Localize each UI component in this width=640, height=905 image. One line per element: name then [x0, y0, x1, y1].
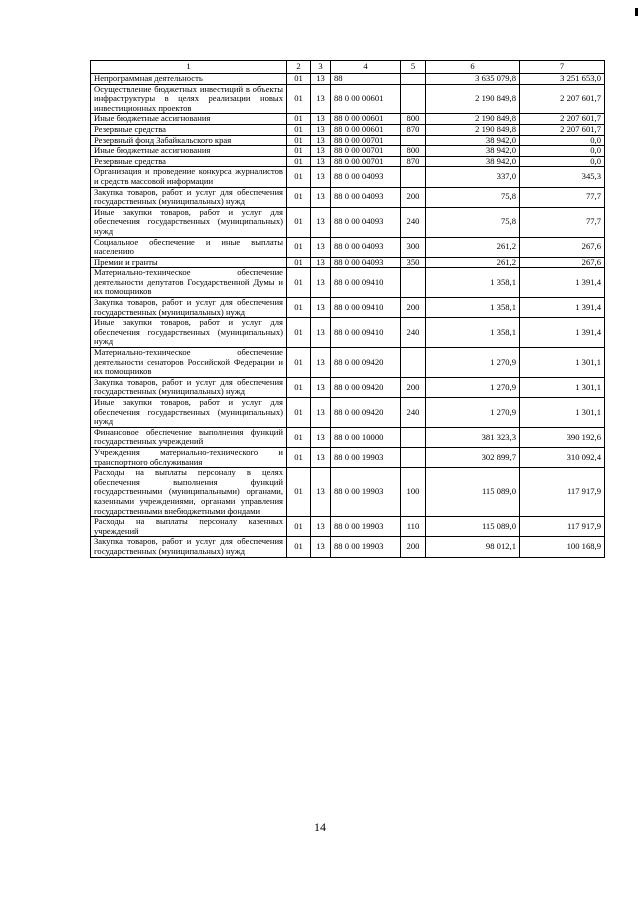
table-row — [91, 447, 605, 467]
expense-type-cell: 240 — [401, 398, 426, 428]
row-name-cell: Закупка товаров, работ и услуг для обеспечения государственных (муниципальных) нужд — [91, 187, 287, 207]
section-code-cell: 01 — [287, 156, 311, 167]
expense-type-cell — [401, 348, 426, 378]
amount-year1-cell: 75,8 — [426, 207, 520, 237]
column-header: 1 — [91, 61, 287, 74]
section-code-cell: 01 — [287, 468, 311, 517]
expense-type-cell: 100 — [401, 468, 426, 517]
section-code-cell: 01 — [287, 537, 311, 557]
amount-year2-cell: 1 301,1 — [520, 377, 605, 397]
expense-type-cell: 110 — [401, 517, 426, 537]
target-article-cell: 88 0 00 04093 — [331, 207, 401, 237]
amount-year1-cell: 1 270,9 — [426, 398, 520, 428]
table-row — [91, 298, 605, 318]
amount-year1-cell: 381 323,3 — [426, 427, 520, 447]
column-header: 7 — [520, 61, 605, 74]
amount-year2-cell: 3 251 653,0 — [520, 74, 605, 85]
column-header: 6 — [426, 61, 520, 74]
expense-type-cell: 800 — [401, 146, 426, 157]
amount-year2-cell: 267,6 — [520, 257, 605, 268]
section-code-cell: 01 — [287, 167, 311, 187]
subsection-code-cell: 13 — [311, 348, 331, 378]
table-row — [91, 237, 605, 257]
amount-year2-cell: 390 192,6 — [520, 427, 605, 447]
expense-type-cell: 200 — [401, 187, 426, 207]
target-article-cell: 88 0 00 00601 — [331, 124, 401, 135]
subsection-code-cell: 13 — [311, 427, 331, 447]
amount-year1-cell: 1 270,9 — [426, 348, 520, 378]
row-name-cell: Резервный фонд Забайкальского края — [91, 135, 287, 146]
amount-year2-cell: 100 168,9 — [520, 537, 605, 557]
subsection-code-cell: 13 — [311, 84, 331, 114]
amount-year1-cell: 302 899,7 — [426, 447, 520, 467]
row-name-cell: Иные закупки товаров, работ и услуг для обеспечения государственных (муниципальных) нужд — [91, 318, 287, 348]
expense-type-cell: 870 — [401, 156, 426, 167]
table-row — [91, 74, 605, 85]
section-code-cell: 01 — [287, 348, 311, 378]
table-row — [91, 114, 605, 125]
section-code-cell: 01 — [287, 124, 311, 135]
expense-type-cell — [401, 167, 426, 187]
amount-year2-cell: 77,7 — [520, 187, 605, 207]
row-name-cell: Резервные средства — [91, 124, 287, 135]
subsection-code-cell: 13 — [311, 298, 331, 318]
target-article-cell: 88 0 00 04093 — [331, 167, 401, 187]
target-article-cell: 88 0 00 00701 — [331, 146, 401, 157]
subsection-code-cell: 13 — [311, 146, 331, 157]
target-article-cell: 88 0 00 00701 — [331, 135, 401, 146]
row-name-cell: Резервные средства — [91, 156, 287, 167]
amount-year2-cell: 345,3 — [520, 167, 605, 187]
section-code-cell: 01 — [287, 114, 311, 125]
expense-type-cell — [401, 74, 426, 85]
subsection-code-cell: 13 — [311, 124, 331, 135]
expense-type-cell: 870 — [401, 124, 426, 135]
row-name-cell: Осуществление бюджетных инвестиций в объекты инфраструктуры в целях реализации новых инвестиционных проектов — [91, 84, 287, 114]
row-name-cell: Социальное обеспечение и иные выплаты населению — [91, 237, 287, 257]
target-article-cell: 88 0 00 00701 — [331, 156, 401, 167]
section-code-cell: 01 — [287, 268, 311, 298]
target-article-cell: 88 0 00 00601 — [331, 84, 401, 114]
target-article-cell: 88 0 00 09410 — [331, 268, 401, 298]
target-article-cell: 88 — [331, 74, 401, 85]
column-header: 3 — [311, 61, 331, 74]
amount-year2-cell: 1 391,4 — [520, 298, 605, 318]
row-name-cell: Премии и гранты — [91, 257, 287, 268]
row-name-cell: Закупка товаров, работ и услуг для обеспечения государственных (муниципальных) нужд — [91, 298, 287, 318]
expense-type-cell: 200 — [401, 377, 426, 397]
table-row — [91, 124, 605, 135]
expense-type-cell: 200 — [401, 298, 426, 318]
amount-year1-cell: 2 190 849,8 — [426, 124, 520, 135]
amount-year1-cell: 38 942,0 — [426, 156, 520, 167]
column-header: 2 — [287, 61, 311, 74]
section-code-cell: 01 — [287, 146, 311, 157]
subsection-code-cell: 13 — [311, 156, 331, 167]
target-article-cell: 88 0 00 19903 — [331, 517, 401, 537]
row-name-cell: Закупка товаров, работ и услуг для обеспечения государственных (муниципальных) нужд — [91, 377, 287, 397]
target-article-cell: 88 0 00 09410 — [331, 298, 401, 318]
scan-mark — [635, 8, 638, 16]
row-name-cell: Непрограммная деятельность — [91, 74, 287, 85]
subsection-code-cell: 13 — [311, 537, 331, 557]
target-article-cell: 88 0 00 19903 — [331, 537, 401, 557]
table-row — [91, 468, 605, 517]
section-code-cell: 01 — [287, 135, 311, 146]
expense-type-cell — [401, 84, 426, 114]
section-code-cell: 01 — [287, 318, 311, 348]
target-article-cell: 88 0 00 04093 — [331, 187, 401, 207]
row-name-cell: Учреждения материально-технического и транспортного обслуживания — [91, 447, 287, 467]
amount-year2-cell: 2 207 601,7 — [520, 124, 605, 135]
amount-year1-cell: 38 942,0 — [426, 135, 520, 146]
target-article-cell: 88 0 00 04093 — [331, 237, 401, 257]
table-row — [91, 135, 605, 146]
row-name-cell: Расходы на выплаты персоналу в целях обеспечения выполнения функций государственными (муниципальными) органами, казенными учреждениями, органами управления государственными внебюджетными фондами — [91, 468, 287, 517]
amount-year1-cell: 337,0 — [426, 167, 520, 187]
amount-year1-cell: 98 012,1 — [426, 537, 520, 557]
row-name-cell: Материально-техническое обеспечение деятельности сенаторов Российской Федерации и их помощников — [91, 348, 287, 378]
expense-type-cell: 240 — [401, 318, 426, 348]
table-row — [91, 187, 605, 207]
section-code-cell: 01 — [287, 398, 311, 428]
row-name-cell: Организация и проведение конкурса журналистов и средств массовой информации — [91, 167, 287, 187]
table-row — [91, 207, 605, 237]
subsection-code-cell: 13 — [311, 517, 331, 537]
amount-year2-cell: 77,7 — [520, 207, 605, 237]
target-article-cell: 88 0 00 09420 — [331, 398, 401, 428]
target-article-cell: 88 0 00 09410 — [331, 318, 401, 348]
expense-type-cell: 350 — [401, 257, 426, 268]
amount-year1-cell: 2 190 849,8 — [426, 114, 520, 125]
section-code-cell: 01 — [287, 257, 311, 268]
subsection-code-cell: 13 — [311, 377, 331, 397]
table-row — [91, 377, 605, 397]
amount-year2-cell: 1 301,1 — [520, 348, 605, 378]
subsection-code-cell: 13 — [311, 257, 331, 268]
amount-year1-cell: 75,8 — [426, 187, 520, 207]
section-code-cell: 01 — [287, 427, 311, 447]
amount-year2-cell: 2 207 601,7 — [520, 84, 605, 114]
table-row — [91, 398, 605, 428]
target-article-cell: 88 0 00 09420 — [331, 377, 401, 397]
table-body — [91, 74, 605, 558]
subsection-code-cell: 13 — [311, 74, 331, 85]
amount-year1-cell: 261,2 — [426, 237, 520, 257]
amount-year2-cell: 0,0 — [520, 146, 605, 157]
amount-year2-cell: 117 917,9 — [520, 517, 605, 537]
amount-year1-cell: 38 942,0 — [426, 146, 520, 157]
target-article-cell: 88 0 00 19903 — [331, 447, 401, 467]
subsection-code-cell: 13 — [311, 167, 331, 187]
amount-year1-cell: 115 089,0 — [426, 517, 520, 537]
subsection-code-cell: 13 — [311, 237, 331, 257]
target-article-cell: 88 0 00 19903 — [331, 468, 401, 517]
row-name-cell: Закупка товаров, работ и услуг для обеспечения государственных (муниципальных) нужд — [91, 537, 287, 557]
expense-type-cell — [401, 447, 426, 467]
table-row — [91, 517, 605, 537]
table-row — [91, 318, 605, 348]
section-code-cell: 01 — [287, 237, 311, 257]
subsection-code-cell: 13 — [311, 187, 331, 207]
expense-type-cell: 200 — [401, 537, 426, 557]
table-row — [91, 84, 605, 114]
table-row — [91, 257, 605, 268]
expense-type-cell: 300 — [401, 237, 426, 257]
amount-year2-cell: 0,0 — [520, 156, 605, 167]
subsection-code-cell: 13 — [311, 268, 331, 298]
amount-year1-cell: 115 089,0 — [426, 468, 520, 517]
section-code-cell: 01 — [287, 84, 311, 114]
expense-type-cell: 800 — [401, 114, 426, 125]
amount-year2-cell: 0,0 — [520, 135, 605, 146]
amount-year1-cell: 1 358,1 — [426, 298, 520, 318]
table-row — [91, 146, 605, 157]
target-article-cell: 88 0 00 10000 — [331, 427, 401, 447]
row-name-cell: Расходы на выплаты персоналу казенных учреждений — [91, 517, 287, 537]
subsection-code-cell: 13 — [311, 398, 331, 428]
section-code-cell: 01 — [287, 298, 311, 318]
row-name-cell: Иные бюджетные ассигнования — [91, 146, 287, 157]
amount-year2-cell: 2 207 601,7 — [520, 114, 605, 125]
expense-type-cell — [401, 268, 426, 298]
amount-year1-cell: 1 270,9 — [426, 377, 520, 397]
table-row — [91, 427, 605, 447]
section-code-cell: 01 — [287, 74, 311, 85]
amount-year2-cell: 1 301,1 — [520, 398, 605, 428]
subsection-code-cell: 13 — [311, 447, 331, 467]
target-article-cell: 88 0 00 04093 — [331, 257, 401, 268]
table-row — [91, 348, 605, 378]
amount-year1-cell: 1 358,1 — [426, 318, 520, 348]
row-name-cell: Материально-техническое обеспечение деятельности депутатов Государственной Думы и их помощников — [91, 268, 287, 298]
page-number: 14 — [314, 820, 326, 834]
amount-year1-cell: 3 635 079,8 — [426, 74, 520, 85]
amount-year2-cell: 117 917,9 — [520, 468, 605, 517]
table-row — [91, 268, 605, 298]
subsection-code-cell: 13 — [311, 318, 331, 348]
subsection-code-cell: 13 — [311, 135, 331, 146]
amount-year2-cell: 1 391,4 — [520, 268, 605, 298]
subsection-code-cell: 13 — [311, 468, 331, 517]
row-name-cell: Иные закупки товаров, работ и услуг для обеспечения государственных (муниципальных) нужд — [91, 398, 287, 428]
section-code-cell: 01 — [287, 377, 311, 397]
amount-year1-cell: 2 190 849,8 — [426, 84, 520, 114]
table-header-row — [91, 61, 605, 74]
row-name-cell: Иные закупки товаров, работ и услуг для обеспечения государственных (муниципальных) нужд — [91, 207, 287, 237]
column-header: 4 — [331, 61, 401, 74]
row-name-cell: Финансовое обеспечение выполнения функций государственных учреждений — [91, 427, 287, 447]
table-row — [91, 537, 605, 557]
section-code-cell: 01 — [287, 517, 311, 537]
expense-type-cell — [401, 427, 426, 447]
section-code-cell: 01 — [287, 207, 311, 237]
budget-table — [90, 60, 605, 558]
target-article-cell: 88 0 00 00601 — [331, 114, 401, 125]
subsection-code-cell: 13 — [311, 114, 331, 125]
amount-year2-cell: 310 092,4 — [520, 447, 605, 467]
expense-type-cell: 240 — [401, 207, 426, 237]
section-code-cell: 01 — [287, 187, 311, 207]
amount-year2-cell: 1 391,4 — [520, 318, 605, 348]
table-row — [91, 167, 605, 187]
amount-year1-cell: 261,2 — [426, 257, 520, 268]
table-row — [91, 156, 605, 167]
column-header: 5 — [401, 61, 426, 74]
amount-year1-cell: 1 358,1 — [426, 268, 520, 298]
subsection-code-cell: 13 — [311, 207, 331, 237]
row-name-cell: Иные бюджетные ассигнования — [91, 114, 287, 125]
amount-year2-cell: 267,6 — [520, 237, 605, 257]
section-code-cell: 01 — [287, 447, 311, 467]
target-article-cell: 88 0 00 09420 — [331, 348, 401, 378]
expense-type-cell — [401, 135, 426, 146]
